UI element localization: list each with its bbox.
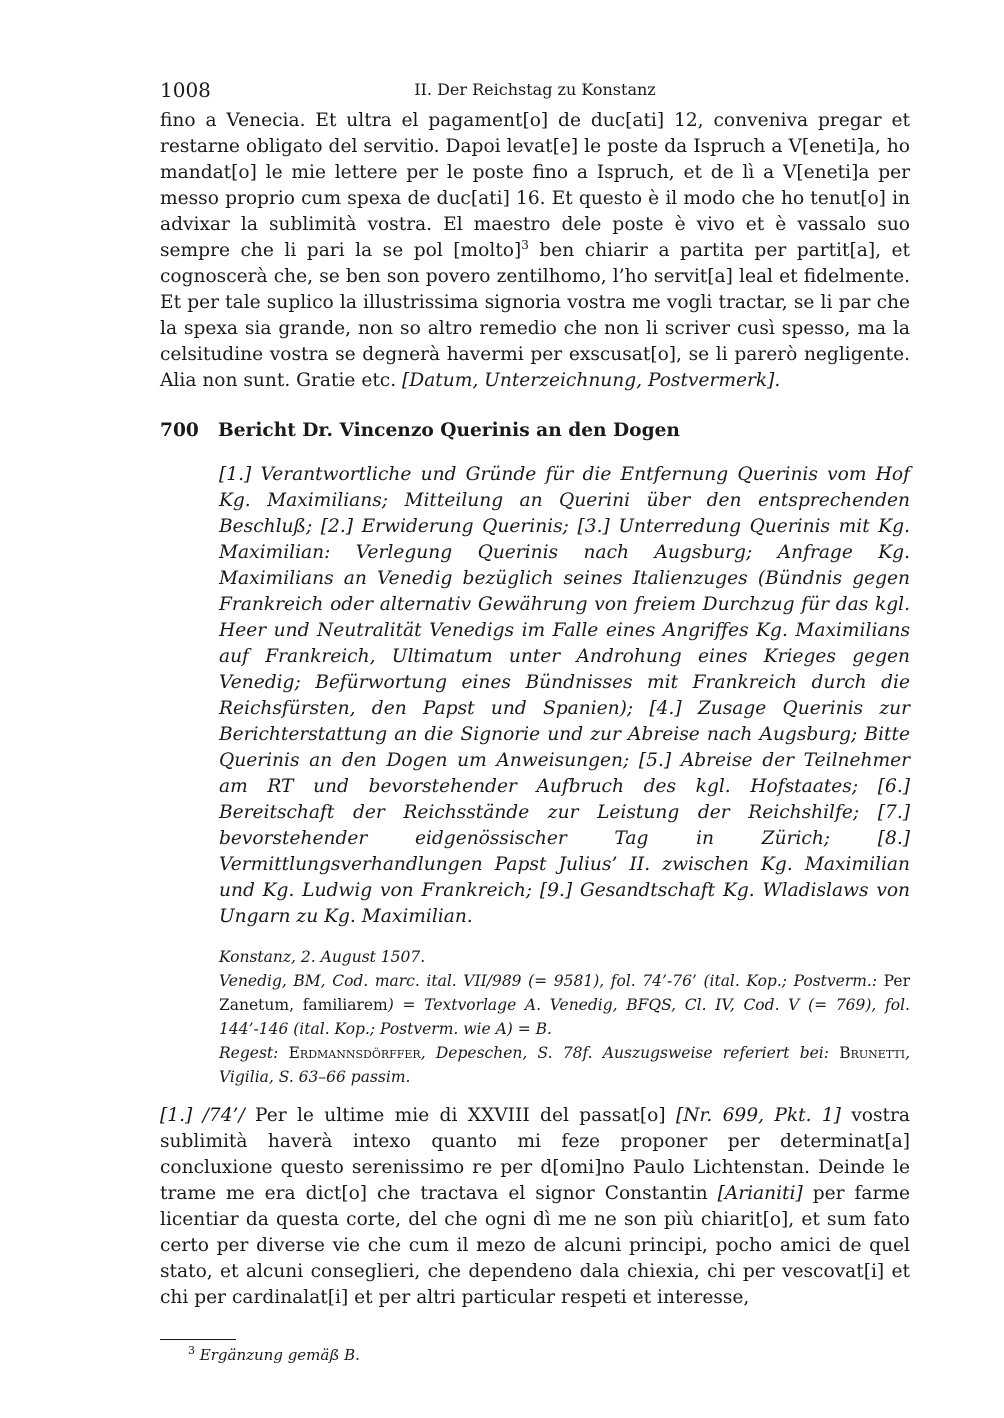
page-number: 1008 [160, 78, 211, 102]
continuation-text-2: ben chiarir a partita per partit[a], et cognoscerà che, se ben son povero zentilhomo, l’ho servit[a] leal et fidelmente. Et per tale suplico la illustrissima signoria vostra me vogli tractar, se li par che la spexa sia grande, non so altro remedio che non li scriver cusì spesso, ma la celsitudine vostra se degnerà havermi per exscusat[o], se li parerò negligente. Alia non sunt. Gratie etc. [160, 240, 910, 391]
name-note: [Arianiti] [717, 1183, 803, 1204]
place-date: Konstanz, 2. August 1507. [219, 948, 426, 966]
text-paragraph-1: [1.] /74’/ Per le ultime mie di XXVIII del passat[o] [Nr. 699, Pkt. 1] vostra sublimità haverà intexo quanto mi feze proponer per determinat[a] concluxione questo serenissimo re per d[omi]no Paulo Lichtenstan. Deinde le trame me era dict[o] che tractava el signor Constantin [Arianiti] per farme licentiar da questa corte, del che ogni dì me ne son più chiarit[o], et sum fato certo per diverse vie che cum il mezo de alcuni principi, pocho amici de quel stato, et alcuni conseglieri, che dependeno dala chiexia, chi per vescovat[i] et chi per cardinalat[i] et per altri particular respeti et interesse, [160, 1105, 910, 1308]
footnote-mark: 3 [188, 1344, 195, 1357]
footnote [188, 1345, 910, 1365]
continuation-paragraph [160, 108, 910, 394]
regest-reference: Regest: Erdmannsdörffer, Depeschen, S. 78f. Auszugsweise referiert bei: Brunetti, Vigilia, S. 63–66 passim. [219, 1044, 910, 1086]
editorial-closing: [Datum, Unterzeichnung, Postvermerk]. [402, 370, 781, 391]
footnote-text: Ergänzung gemäß B. [199, 1346, 360, 1364]
document-title: Bericht Dr. Vincenzo Querinis an den Dogen [218, 420, 680, 441]
document-summary: [1.] Verantwortliche und Gründe für die Entfernung Querinis vom Hof Kg. Maximilians; Mitteilung an Querini über den entsprechenden Beschluß; [2.] Erwiderung Querinis; [3.] Unterredung Querinis mit Kg. Maximilian: Verlegung Querinis nach Augsburg; Anfrage Kg. Maximilians an Venedig bezüglich seines Italienzuges (Bündnis gegen Frankreich oder alternativ Gewährung von freiem Durchzug für das kgl. Heer und Neutralität Venedigs im Falle eines Angriffes Kg. Maximilians auf Frankreich, Ultimatum unter Androhung eines Krieges gegen Venedig; Befürwortung eines Bündnisses mit Frankreich durch die Reichsfürsten, den Papst und Spanien); [4.] Zusage Querinis zur Berichterstattung an die Signorie und zur Abreise nach Augsburg; Bitte Querinis an den Dogen um Anweisungen; [5.] Abreise der Teilnehmer am RT und bevorstehender Aufbruch des kgl. Hofstaates; [6.] Bereitschaft der Reichsstände zur Leistung der Reichshilfe; [7.] bevorstehender eidgenössischer Tag in Zürich; [8.] Vermittlungsverhandlungen Papst Julius’ II. zwischen Kg. Maximilian und Kg. Ludwig von Frankreich; [9.] Gesandtschaft Kg. Wladislaws von Ungarn zu Kg. Maximilian. [219, 464, 910, 927]
section-marker: [1.] /74’/ [160, 1105, 245, 1126]
cross-reference[interactable]: [Nr. 699, Pkt. 1] [675, 1105, 841, 1126]
document-heading [160, 418, 910, 444]
footnote-reference[interactable]: 3 [521, 237, 529, 252]
document-number: 700 [160, 420, 199, 441]
running-head [160, 78, 910, 108]
document-metadata [219, 945, 910, 1089]
footnote-divider [160, 1339, 236, 1340]
page [160, 78, 910, 1365]
continuation-text: fino a Venecia. Et ultra el pagament[o] de duc[ati] 12, conveniva pregar et restarne obligato del servitio. Dapoi levat[e] le poste da Ispruch a V[eneti]a, ho mandat[o] le mie lettere per le poste fino a Ispruch, et de lì a V[eneti]a per messo proprio cum spexa de duc[ati] 16. Et questo è il modo che ho tenut[o] in advixar la sublimità vostra. El maestro dele poste è vivo et è vassalo suo sempre che li pari la se pol [molto] [160, 110, 910, 261]
source-reference: Venedig, BM, Cod. marc. ital. VII/989 (= 9581), fol. 74’-76’ (ital. Kop.; Postverm.: Per Zanetum, familiarem) = Textvorlage A. Venedig, BFQS, Cl. IV, Cod. V (= 769), fol. 144’-146 (ital. Kop.; Postverm. wie A) = B. [219, 972, 910, 1038]
running-title: II. Der Reichstag zu Konstanz [414, 80, 656, 99]
